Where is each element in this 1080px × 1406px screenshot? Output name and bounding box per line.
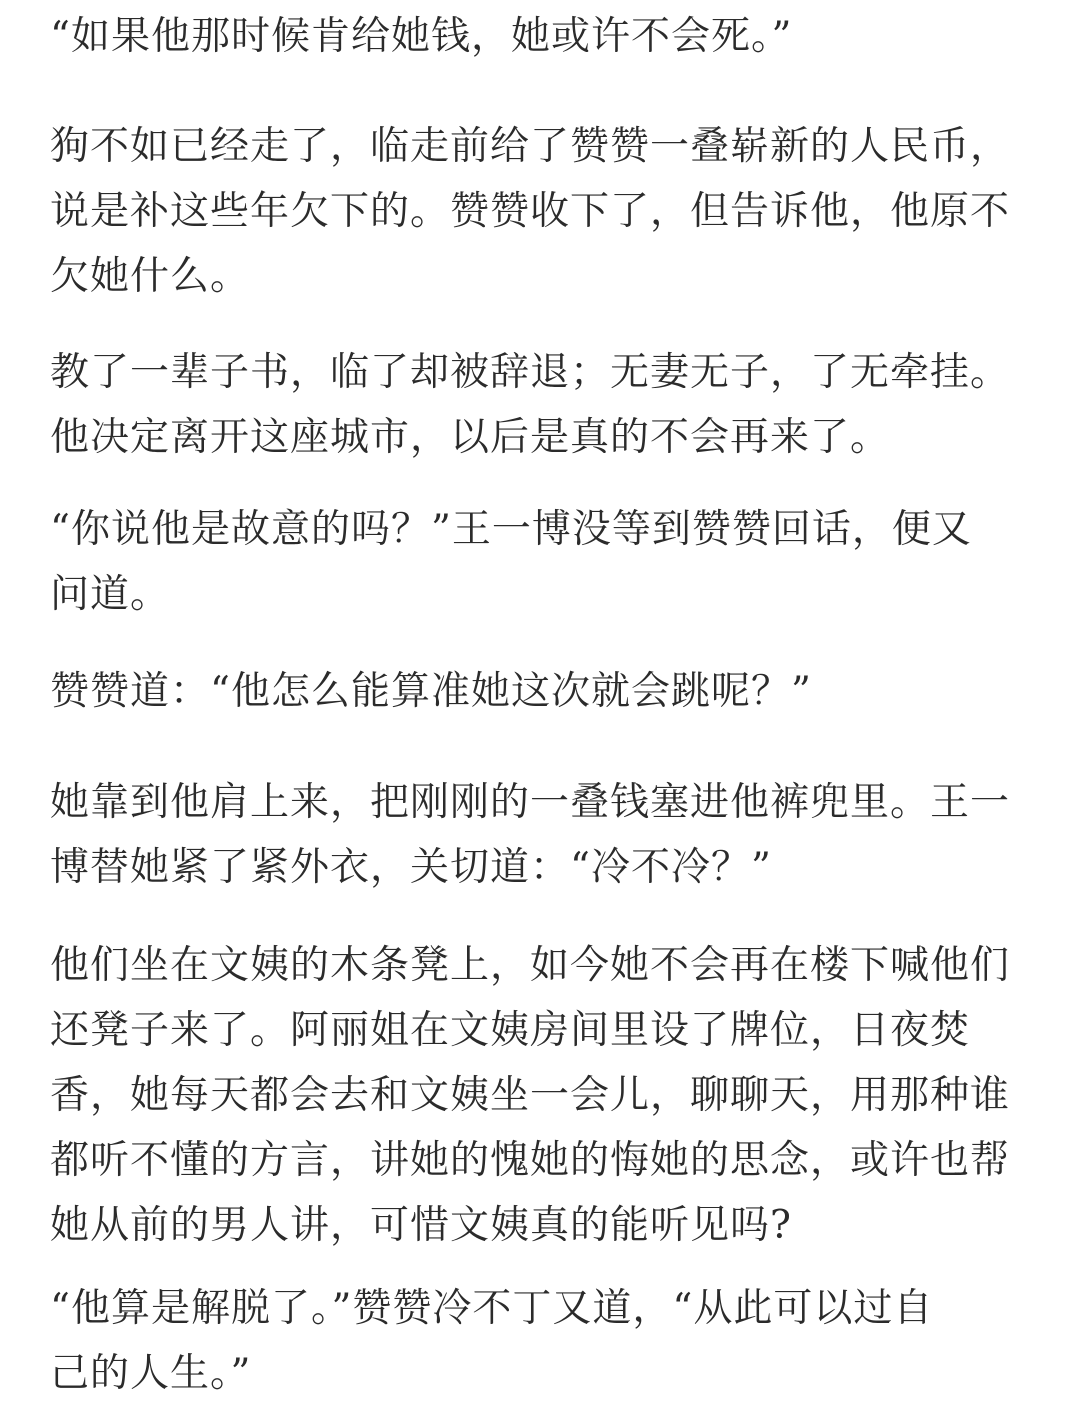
paragraph-3: 教了一辈子书，临了却被辞退；无妻无子，了无牵挂。 他决定离开这座城市，以后是真的不会再来了。 <box>50 350 1011 460</box>
paragraph-8: “他算是解脱了。”赞赞冷不丁又道，“从此可以过自 己的人生。” <box>50 1286 934 1396</box>
paragraph-5: 赞赞道：“他怎么能算准她这次就会跳呢？” <box>50 669 812 714</box>
paragraph-7: 他们坐在文姨的木条凳上，如今她不会再在楼下喊他们 还凳子来了。阿丽姐在文姨房间里设了牌位，日夜焚 香，她每天都会去和文姨坐一会儿，聊聊天，用那种谁 都听不懂的方言，讲她的愧她的悔她的思念，或许也帮 她从前的男人讲，可惜文姨真的能听见吗? <box>50 943 1011 1248</box>
paragraph-6: 她靠到他肩上来，把刚刚的一叠钱塞进他裤兜里。王一 博替她紧了紧外衣，关切道：“冷不冷？” <box>50 780 1011 890</box>
paragraph-1: “如果他那时候肯给她钱，她或许不会死。” <box>50 14 793 59</box>
paragraph-4: “你说他是故意的吗？”王一博没等到赞赞回话，便又 问道。 <box>50 507 972 617</box>
paragraph-2: 狗不如已经走了，临走前给了赞赞一叠崭新的人民币， 说是补这些年欠下的。赞赞收下了，但告诉他，他原不 欠她什么。 <box>50 124 1011 299</box>
